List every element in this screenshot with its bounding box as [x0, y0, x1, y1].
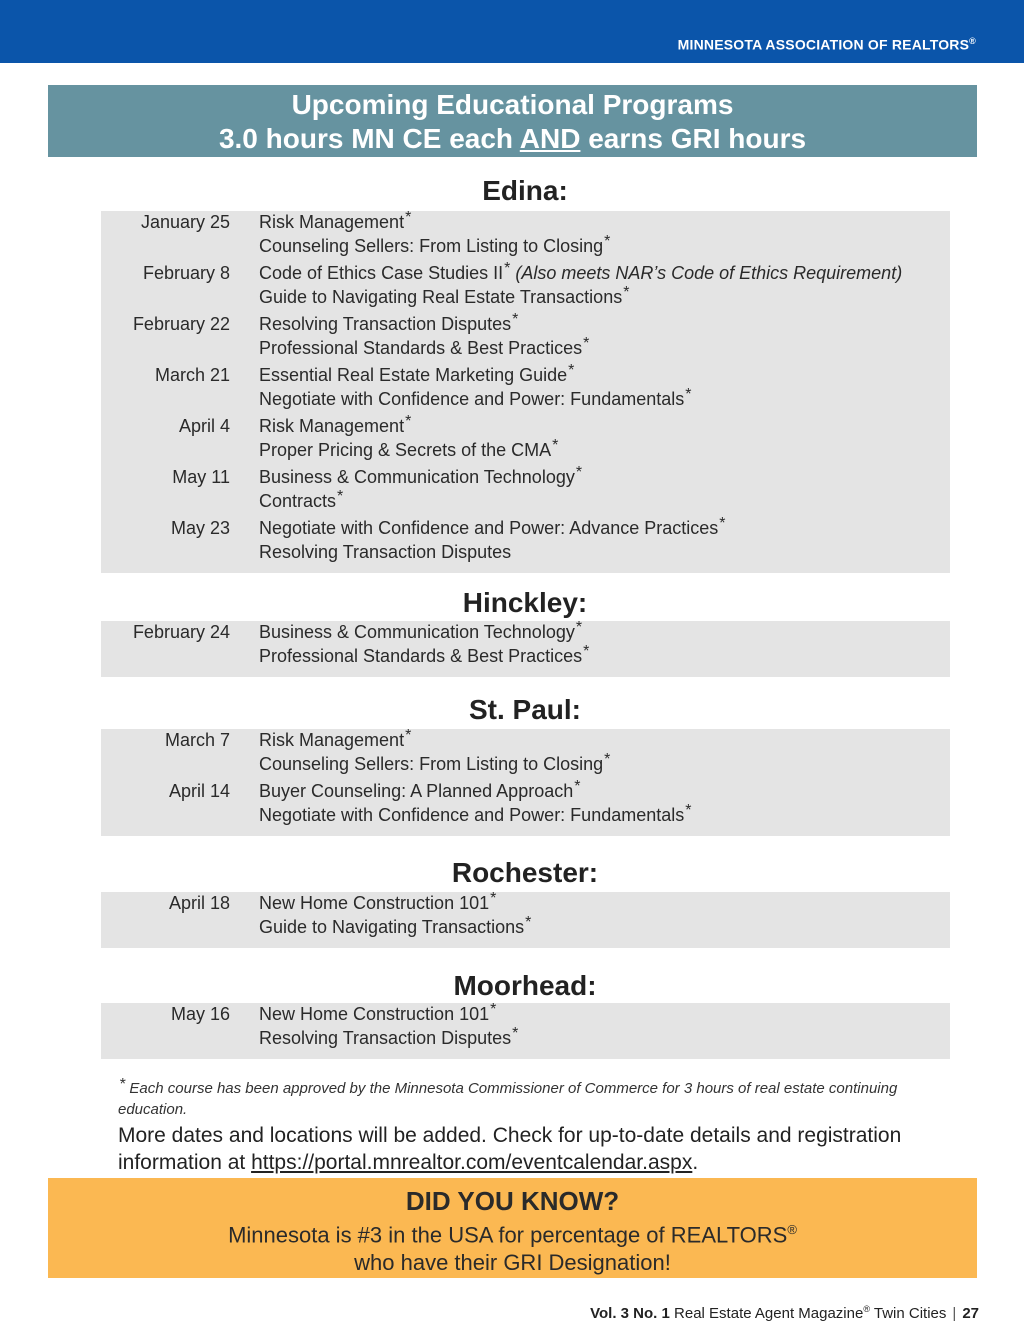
course-title	[259, 541, 726, 565]
course-name: New Home Construction 101	[259, 893, 490, 913]
course-title	[259, 211, 610, 235]
schedule-row	[101, 621, 950, 672]
did-you-know-line1: Minnesota is #3 in the USA for percentage of REALTORS®	[228, 1222, 797, 1248]
schedule-row	[101, 313, 950, 364]
course-list	[259, 729, 610, 777]
schedule-row	[101, 892, 950, 943]
schedule-row	[101, 364, 950, 415]
course-name: Resolving Transaction Disputes	[259, 542, 512, 562]
session-date: March 7	[164, 730, 230, 750]
course-list	[259, 211, 610, 259]
course-title	[259, 753, 610, 777]
approved-asterisk: *	[504, 260, 511, 277]
approved-asterisk: *	[719, 515, 726, 532]
banner-title: Upcoming Educational Programs	[291, 89, 734, 120]
session-date: May 11	[172, 467, 230, 487]
course-name: Risk Management	[259, 416, 405, 436]
city-heading: Edina:	[482, 175, 568, 206]
approved-asterisk: *	[575, 464, 583, 481]
course-title	[259, 415, 558, 439]
course-title	[259, 621, 589, 645]
schedule-row	[101, 262, 950, 313]
course-name: Negotiate with Confidence and Power: Fundamentals	[259, 805, 685, 825]
session-date: February 22	[132, 314, 230, 334]
course-list	[259, 364, 691, 412]
course-name: Resolving Transaction Disputes	[259, 314, 512, 334]
course-title	[259, 804, 691, 828]
course-name: Professional Standards & Best Practices	[259, 338, 583, 358]
course-name: Contracts	[259, 491, 337, 511]
course-title	[259, 517, 726, 541]
course-title	[259, 388, 691, 412]
course-list	[259, 313, 589, 361]
course-name: Risk Management	[259, 730, 405, 750]
session-date: May 16	[170, 1004, 230, 1024]
course-list	[259, 892, 531, 940]
session-date: February 8	[142, 263, 230, 283]
footnote: * Each course has been approved by the Minnesota Commissioner of Commerce for 3 hours of real estate continuing education.	[118, 1076, 898, 1118]
schedule-panel	[101, 211, 950, 573]
course-name: Code of Ethics Case Studies II	[259, 263, 504, 283]
approved-asterisk: *	[583, 335, 590, 352]
approved-asterisk: *	[685, 802, 692, 819]
session-date: January 25	[140, 212, 230, 232]
approved-asterisk: *	[604, 751, 611, 768]
course-name: Essential Real Estate Marketing Guide	[259, 365, 568, 385]
course-title	[259, 235, 610, 259]
course-name: Professional Standards & Best Practices	[259, 646, 583, 666]
course-name: Guide to Navigating Real Estate Transactions	[259, 287, 623, 307]
schedule-row	[101, 466, 950, 517]
schedule-row	[101, 211, 950, 262]
approved-asterisk: *	[512, 311, 519, 328]
approved-asterisk: *	[568, 362, 575, 379]
course-name: Proper Pricing & Secrets of the CMA	[259, 440, 552, 460]
approved-asterisk: *	[525, 914, 532, 931]
course-title	[259, 364, 691, 388]
course-title	[259, 1027, 518, 1051]
approved-asterisk: *	[552, 437, 559, 454]
header-bar	[0, 0, 1024, 63]
course-name: Risk Management	[259, 212, 405, 232]
course-name: Counseling Sellers: From Listing to Closing	[259, 236, 604, 256]
course-title	[259, 729, 610, 753]
course-name: Business & Communication Technology	[259, 467, 575, 487]
approved-asterisk: *	[337, 488, 344, 505]
course-name: Negotiate with Confidence and Power: Advance Practices	[259, 518, 719, 538]
course-name: Counseling Sellers: From Listing to Closing	[259, 754, 604, 774]
course-name: Negotiate with Confidence and Power: Fundamentals	[259, 389, 685, 409]
schedule-row	[101, 415, 950, 466]
course-name: Guide to Navigating Transactions	[259, 917, 525, 937]
approved-asterisk: *	[583, 643, 590, 660]
session-date: April 4	[178, 416, 230, 436]
approved-asterisk: *	[490, 890, 497, 907]
schedule-panel	[101, 729, 950, 836]
course-title	[259, 286, 902, 310]
approved-asterisk: *	[685, 386, 692, 403]
org-name: MINNESOTA ASSOCIATION OF REALTORS®	[677, 36, 976, 53]
schedule-row	[101, 1003, 950, 1054]
course-title	[259, 1003, 518, 1027]
approved-asterisk: *	[604, 233, 611, 250]
course-list	[259, 517, 726, 565]
approved-asterisk: *	[623, 284, 630, 301]
course-title	[259, 892, 531, 916]
city-heading: Rochester:	[451, 857, 599, 888]
page-footer: Vol. 3 No. 1 Real Estate Agent Magazine® Twin Cities | 27	[590, 1304, 979, 1322]
schedule-panel	[101, 621, 950, 677]
schedule-row	[101, 729, 950, 780]
course-list	[259, 780, 691, 828]
course-title	[259, 337, 589, 361]
schedule-row	[101, 517, 950, 568]
did-you-know-line2: who have their GRI Designation!	[354, 1250, 671, 1276]
course-title	[259, 262, 902, 286]
course-title	[259, 645, 589, 669]
course-title	[259, 439, 558, 463]
course-list	[259, 415, 558, 463]
approved-asterisk: *	[575, 619, 583, 636]
session-date: March 21	[154, 365, 230, 385]
approved-asterisk: *	[405, 413, 412, 430]
city-heading: Hinckley:	[462, 587, 588, 618]
course-note: (Also meets NAR’s Code of Ethics Requirement)	[515, 263, 903, 283]
session-date: May 23	[170, 518, 230, 538]
did-you-know-box	[48, 1178, 977, 1278]
city-heading: St. Paul:	[468, 694, 581, 725]
approved-asterisk: *	[512, 1025, 519, 1042]
schedule-row	[101, 780, 950, 831]
course-title	[259, 916, 531, 940]
course-name: Resolving Transaction Disputes	[259, 1028, 512, 1048]
session-date: April 18	[168, 893, 230, 913]
approved-asterisk: *	[405, 209, 412, 226]
schedule-panel	[101, 892, 950, 948]
course-list	[259, 621, 589, 669]
course-list	[259, 1003, 518, 1051]
schedule-panel	[101, 1003, 950, 1059]
course-name: New Home Construction 101	[259, 1004, 490, 1024]
course-name: Buyer Counseling: A Planned Approach	[259, 781, 574, 801]
banner-subtitle: 3.0 hours MN CE each AND earns GRI hours	[218, 123, 807, 154]
did-you-know-heading: DID YOU KNOW?	[405, 1186, 620, 1216]
city-heading: Moorhead:	[453, 970, 597, 1001]
session-date: February 24	[132, 622, 230, 642]
course-title	[259, 490, 582, 514]
approved-asterisk: *	[490, 1001, 497, 1018]
page-number: 27	[962, 1305, 979, 1322]
course-title	[259, 780, 691, 804]
course-name: Business & Communication Technology	[259, 622, 575, 642]
more-info: More dates and locations will be added. Check for up-to-date details and registration information at https://portal.mnrealtor.com/eventcalendar.aspx.	[118, 1124, 902, 1174]
course-title	[259, 466, 582, 490]
event-calendar-link[interactable]: https://portal.mnrealtor.com/eventcalendar.aspx	[251, 1151, 693, 1174]
approved-asterisk: *	[405, 727, 412, 744]
course-list	[259, 262, 902, 310]
programs-banner	[48, 85, 977, 157]
approved-asterisk: *	[574, 778, 581, 795]
session-date: April 14	[168, 781, 230, 801]
course-list	[259, 466, 582, 514]
course-title	[259, 313, 589, 337]
